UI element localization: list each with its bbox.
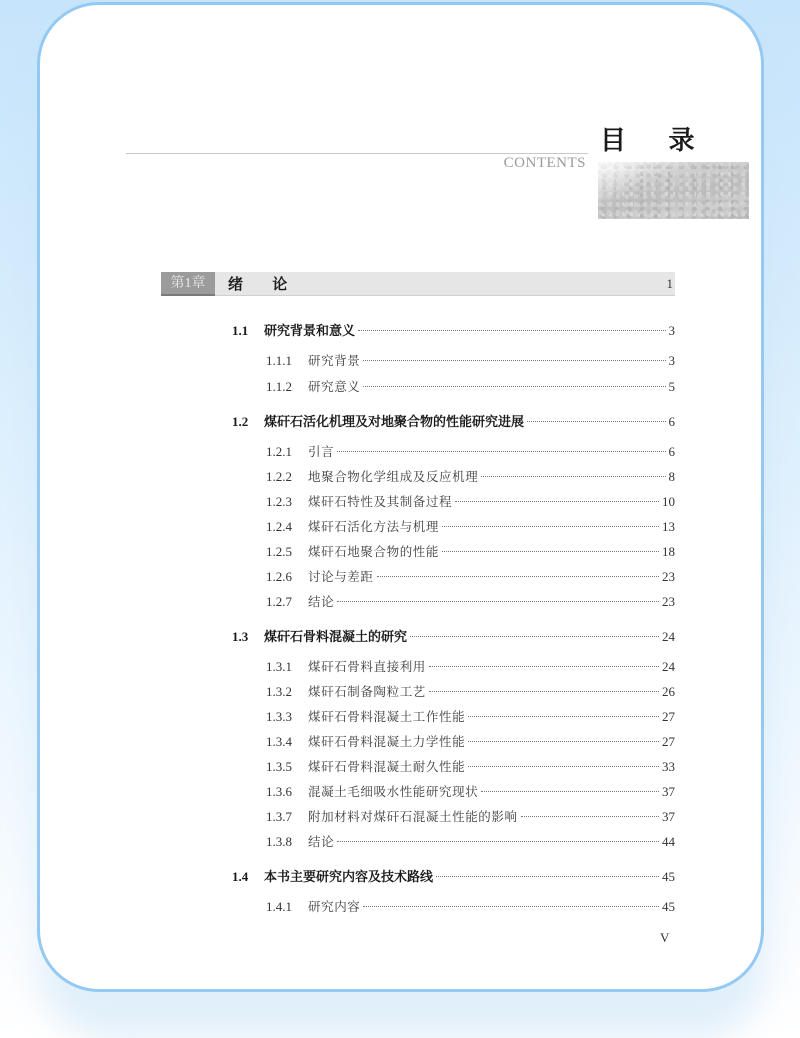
dot-leader: [521, 816, 659, 817]
toc-entry-sub[interactable]: [266, 492, 675, 512]
toc-title: 混凝土毛细吸水性能研究现状: [308, 784, 479, 799]
chapter-title: 绪 论: [228, 275, 300, 293]
toc-entry-sub[interactable]: [266, 732, 675, 752]
dot-leader: [468, 741, 659, 742]
toc-number: 1.2.5: [266, 544, 292, 559]
toc-entry-sub[interactable]: [266, 832, 675, 852]
toc-entry-sub[interactable]: [266, 442, 675, 462]
toc-page: 37: [662, 809, 675, 824]
toc-number: 1.3.1: [266, 659, 292, 674]
toc-title: 讨论与差距: [308, 569, 374, 584]
toc-entry-section[interactable]: [232, 320, 675, 340]
toc-page: 8: [668, 469, 675, 484]
contents-title: 目 录: [600, 126, 713, 155]
dot-leader: [442, 551, 659, 552]
toc-entry-sub[interactable]: [266, 467, 675, 487]
toc-number: 1.4: [232, 869, 249, 884]
toc-page: 45: [662, 869, 675, 884]
toc-number: 1.3.3: [266, 709, 292, 724]
toc-number: 1.1.2: [266, 379, 292, 394]
toc-page: 37: [662, 784, 675, 799]
contents-subtitle: CONTENTS: [503, 155, 586, 171]
toc-entry-sub[interactable]: [266, 377, 675, 397]
toc-title: 煤矸石骨料混凝土工作性能: [308, 709, 466, 724]
dot-leader: [442, 526, 659, 527]
toc-entry-section[interactable]: [232, 626, 675, 646]
toc-number: 1.3.2: [266, 684, 292, 699]
toc-title: 煤矸石地聚合物的性能: [308, 544, 440, 559]
toc-number: 1.4.1: [266, 899, 292, 914]
toc-page: 3: [668, 323, 675, 338]
toc-page: 27: [662, 734, 675, 749]
toc-title: 研究内容: [308, 899, 361, 914]
dot-leader: [410, 636, 659, 637]
toc-title: 研究背景和意义: [264, 324, 356, 339]
toc-page: 24: [662, 659, 675, 674]
dot-leader: [337, 601, 659, 602]
toc-title: 结论: [308, 594, 335, 609]
toc-title: 煤矸石骨料混凝土力学性能: [308, 734, 466, 749]
toc-number: 1.2.4: [266, 519, 292, 534]
toc-page: 24: [662, 629, 675, 644]
toc-title: 研究背景: [308, 353, 361, 368]
toc-page: 27: [662, 709, 675, 724]
toc-page: 23: [662, 569, 675, 584]
toc-page: 5: [668, 379, 675, 394]
toc-page: 6: [668, 444, 675, 459]
toc-entry-sub[interactable]: [266, 592, 675, 612]
toc-title: 地聚合物化学组成及反应机理: [308, 469, 479, 484]
dot-leader: [363, 386, 665, 387]
dot-leader: [481, 476, 665, 477]
page-number: V: [660, 930, 670, 945]
chapter-heading[interactable]: [161, 272, 675, 296]
toc-number: 1.2: [232, 414, 249, 429]
toc-number: 1.2.1: [266, 444, 292, 459]
dot-leader: [363, 360, 665, 361]
toc-title: 本书主要研究内容及技术路线: [264, 870, 434, 885]
chapter-page-number: 1: [666, 276, 673, 291]
toc-page: 26: [662, 684, 675, 699]
toc-title: 煤矸石骨料混凝土耐久性能: [308, 759, 466, 774]
toc-page: 44: [662, 834, 675, 849]
toc-page: 3: [668, 353, 675, 368]
toc-entry-sub[interactable]: [266, 897, 675, 917]
dot-leader: [429, 691, 659, 692]
toc-entry-sub[interactable]: [266, 567, 675, 587]
toc-entry-sub[interactable]: [266, 542, 675, 562]
toc-number: 1.3: [232, 629, 249, 644]
dot-leader: [358, 330, 665, 331]
dot-leader: [337, 841, 659, 842]
toc-entry-sub[interactable]: [266, 517, 675, 537]
toc-title: 研究意义: [308, 379, 361, 394]
toc-title: 引言: [308, 444, 335, 459]
toc-entry-section[interactable]: [232, 866, 675, 886]
toc-entry-sub[interactable]: [266, 782, 675, 802]
toc-number: 1.1.1: [266, 353, 292, 368]
header-rule: [126, 153, 588, 154]
toc-page: 10: [662, 494, 675, 509]
toc-title: 煤矸石骨料混凝土的研究: [264, 630, 408, 645]
dot-leader: [455, 501, 659, 502]
dot-leader: [436, 876, 659, 877]
toc-page: 23: [662, 594, 675, 609]
toc-entry-sub[interactable]: [266, 757, 675, 777]
dot-leader: [527, 421, 665, 422]
dot-leader: [377, 576, 659, 577]
toc-entry-sub[interactable]: [266, 657, 675, 677]
dot-leader: [481, 791, 659, 792]
toc-title: 煤矸石活化机理及对地聚合物的性能研究进展: [264, 415, 525, 430]
toc-number: 1.2.2: [266, 469, 292, 484]
toc-number: 1.1: [232, 323, 249, 338]
toc-number: 1.3.8: [266, 834, 292, 849]
toc-number: 1.2.6: [266, 569, 292, 584]
dot-leader: [429, 666, 659, 667]
toc-page: 33: [662, 759, 675, 774]
toc-title: 结论: [308, 834, 335, 849]
toc-entry-sub[interactable]: [266, 351, 675, 371]
toc-title: 煤矸石制备陶粒工艺: [308, 684, 426, 699]
toc-number: 1.3.5: [266, 759, 292, 774]
toc-entry-sub[interactable]: [266, 707, 675, 727]
toc-number: 1.2.7: [266, 594, 292, 609]
toc-page: 18: [662, 544, 675, 559]
toc-number: 1.3.6: [266, 784, 292, 799]
chapter-tag: 第1章: [161, 272, 215, 296]
dot-leader: [337, 451, 665, 452]
toc-entry-sub[interactable]: [266, 807, 675, 827]
gravel-photo-highlight: [598, 162, 749, 219]
dot-leader: [363, 906, 659, 907]
toc-number: 1.3.4: [266, 734, 292, 749]
toc-number: 1.2.3: [266, 494, 292, 509]
toc-page: 13: [662, 519, 675, 534]
toc-number: 1.3.7: [266, 809, 292, 824]
toc-page: 6: [668, 414, 675, 429]
dot-leader: [468, 766, 659, 767]
toc-title: 煤矸石骨料直接利用: [308, 659, 426, 674]
dot-leader: [468, 716, 659, 717]
toc-title: 附加材料对煤矸石混凝土性能的影响: [308, 809, 518, 824]
toc-title: 煤矸石活化方法与机理: [308, 519, 440, 534]
toc-title: 煤矸石特性及其制备过程: [308, 494, 453, 509]
toc-entry-sub[interactable]: [266, 682, 675, 702]
toc-page: 45: [662, 899, 675, 914]
toc-entry-section[interactable]: [232, 411, 675, 431]
